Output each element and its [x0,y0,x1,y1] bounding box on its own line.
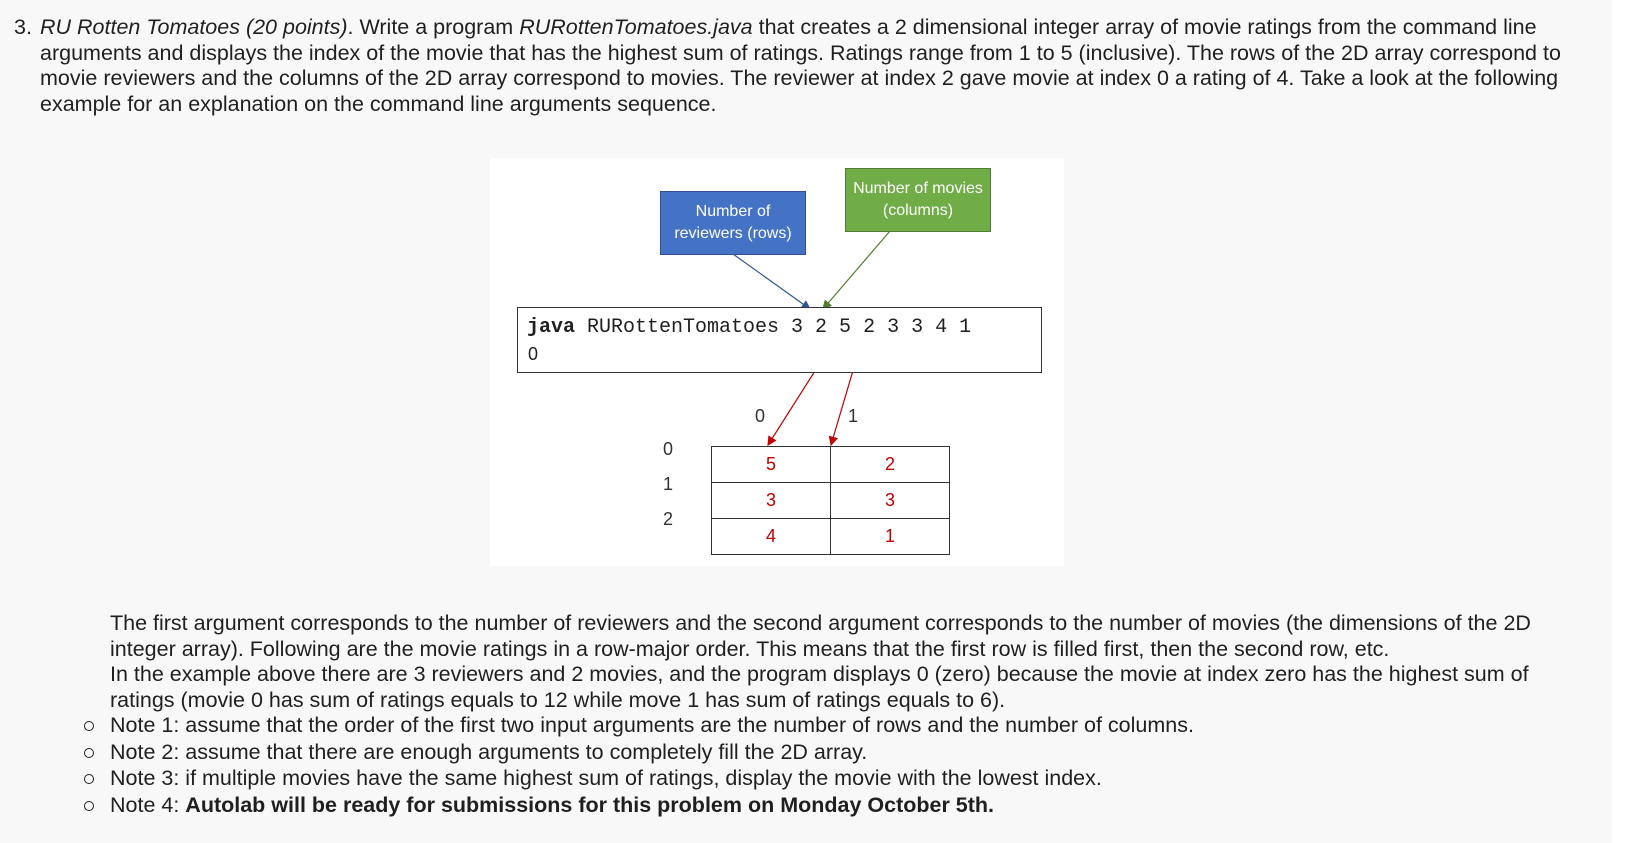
problem-title: RU Rotten Tomatoes (20 points) [40,15,348,39]
explanation [110,611,1590,713]
movies-arrow [823,231,890,309]
list-item: Note 1: assume that the order of the first two input arguments are the number of rows and the number of columns. [84,712,1194,739]
bullet-icon [84,774,94,784]
bullet-icon [84,748,94,758]
reviewers-arrow [733,254,810,309]
command-arguments: RURottenTomatoes 3 2 5 2 3 3 4 1 [575,316,972,339]
table-row [712,519,950,555]
table-cell: 3 [712,483,831,519]
column-index-0: 0 [754,406,765,426]
command-keyword: java [527,316,576,339]
bullet-icon [84,721,94,731]
command-output: 0 [528,344,539,364]
explanation-paragraph-2: In the example above there are 3 reviewers and 2 movies, and the program displays 0 (zero) because the movie at index zero has the highest sum of ratings (movie 0 has sum of ratings equals to 12 while move 1 has sum of ratings equals to 6). [110,662,1529,712]
table-cell: 4 [712,519,831,555]
table-row [712,447,950,483]
table-cell: 5 [712,447,831,483]
table-row [712,483,950,519]
reviewers-label-box: Number of reviewers (rows) [660,191,806,255]
table-cell: 3 [831,483,950,519]
explanation-paragraph-1: The first argument corresponds to the number of reviewers and the second argument corresponds to the number of movies (the dimensions of the 2D integer array). Following are the movie ratings in a row-major order. This means that the first row is filled first, then the second row, etc. [110,611,1531,661]
notes-list [84,712,1194,818]
row-index-0: 0 [662,439,673,459]
list-item: Note 4: Autolab will be ready for submissions for this problem on Monday October 5th. [84,792,1194,819]
list-item: Note 3: if multiple movies have the same highest sum of ratings, display the movie with the lowest index. [84,765,1194,792]
problem-body: RU Rotten Tomatoes (20 points). Write a program RURottenTomatoes.java that creates a 2 dimensional integer array of movie ratings from the command line arguments and displays the index of the movie that has the highest sum of ratings. Ratings range from 1 to 5 (inclusive). The rows of the 2D array correspond to movie reviewers and the columns of the 2D array correspond to movies. The reviewer at index 2 gave movie at index 0 a rating of 4. Take a look at the following example for an explanation on the command line arguments sequence. [40,15,1561,116]
table-cell: 1 [831,519,950,555]
problem-statement [14,15,1594,117]
row-index-1: 1 [662,474,673,494]
list-item: Note 2: assume that there are enough arguments to completely fill the 2D array. [84,739,1194,766]
example-figure [490,158,1064,566]
bullet-icon [84,801,94,811]
program-filename: RURottenTomatoes.java [519,15,753,39]
ratings-table [711,446,950,555]
command-line [527,316,971,339]
autolab-notice: Autolab will be ready for submissions for this problem on Monday October 5th. [185,792,995,817]
problem-number: 3. [14,15,32,39]
movies-label-box: Number of movies (columns) [845,168,991,232]
row-index-2: 2 [662,509,673,529]
column-index-1: 1 [847,406,858,426]
command-line-box [517,307,1042,373]
table-cell: 2 [831,447,950,483]
